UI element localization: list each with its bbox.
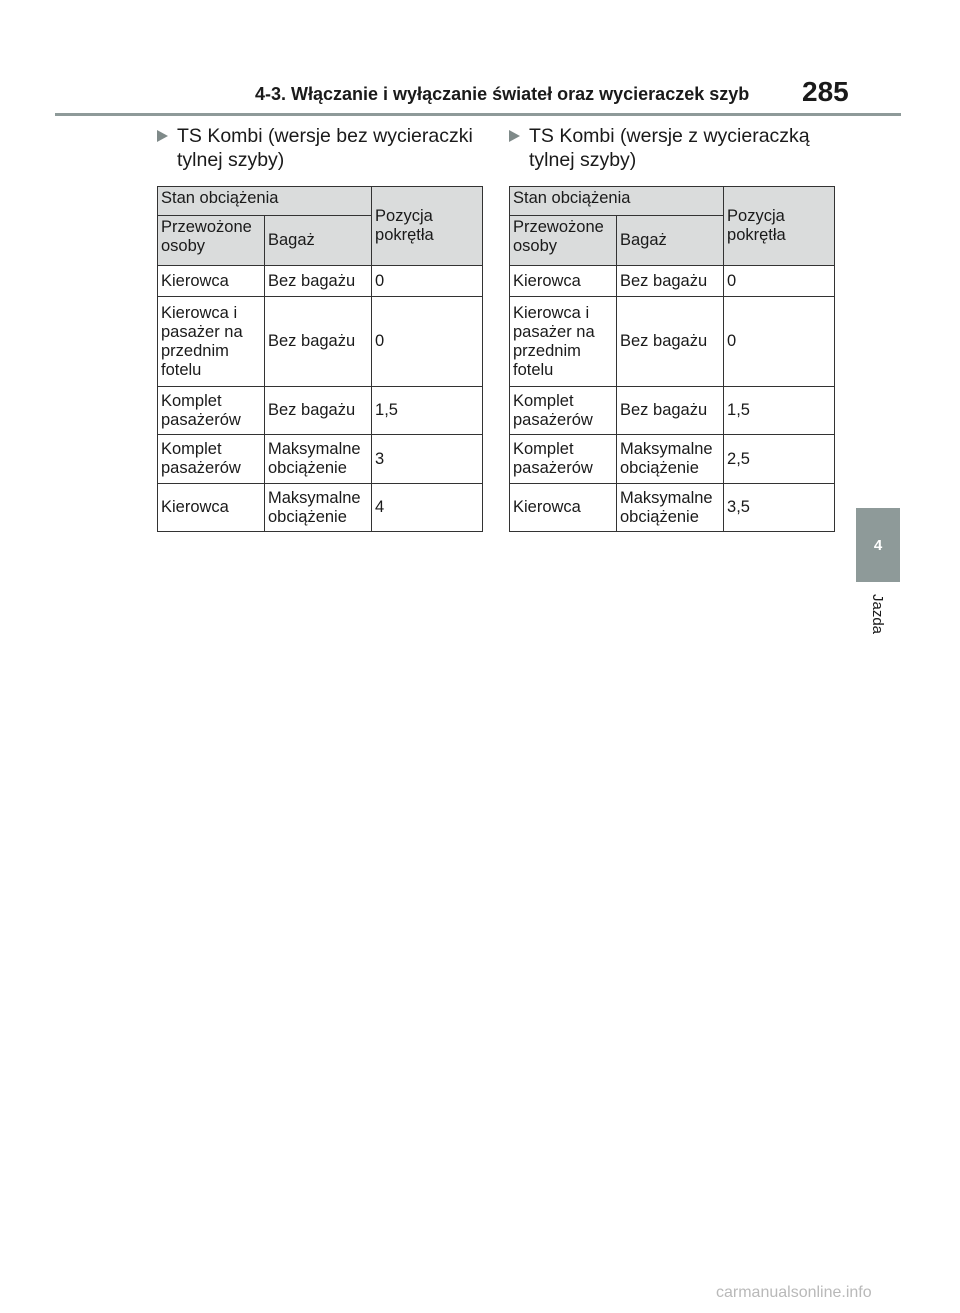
cell-luggage: Bez bagażu — [617, 297, 724, 387]
cell-position: 4 — [372, 484, 483, 532]
cell-position: 1,5 — [724, 387, 835, 435]
header-luggage: Bagaż — [265, 216, 372, 266]
section-with-rear-wiper — [509, 124, 834, 532]
triangle-bullet-icon — [157, 130, 168, 142]
section-heading-line2: tylnej szyby) — [529, 149, 637, 171]
chapter-tab-number: 4 — [873, 536, 883, 554]
cell-position: 0 — [372, 266, 483, 297]
cell-position: 0 — [372, 297, 483, 387]
load-table — [509, 186, 835, 532]
header-knob-position: Pozycja pokrętła — [724, 187, 835, 266]
table-row — [158, 266, 483, 297]
table-row — [158, 297, 483, 387]
watermark: carmanualsonline.info — [716, 1284, 872, 1301]
cell-position: 2,5 — [724, 435, 835, 484]
cell-passengers: Kierowca — [158, 266, 265, 297]
table-header-row — [510, 187, 835, 216]
header-load-state: Stan obciążenia — [510, 187, 724, 216]
cell-passengers: Kierowca — [510, 484, 617, 532]
header-knob-position: Pozycja pokrętła — [372, 187, 483, 266]
cell-passengers: Komplet pasażerów — [158, 435, 265, 484]
cell-luggage: Bez bagażu — [265, 297, 372, 387]
section-heading-line1: TS Kombi (wersje z wycieraczką — [529, 125, 810, 147]
section-heading-line1: TS Kombi (wersje bez wycieraczki — [177, 125, 473, 147]
cell-luggage: Maksymalne obciążenie — [617, 484, 724, 532]
section-without-rear-wiper — [157, 124, 482, 532]
cell-passengers: Kierowca — [510, 266, 617, 297]
cell-passengers: Komplet pasażerów — [510, 387, 617, 435]
cell-position: 3 — [372, 435, 483, 484]
page-number: 285 — [802, 76, 849, 107]
cell-passengers: Komplet pasażerów — [510, 435, 617, 484]
cell-passengers: Kierowca — [158, 484, 265, 532]
table-row — [510, 266, 835, 297]
cell-passengers: Komplet pasażerów — [158, 387, 265, 435]
chapter-tab[interactable] — [856, 508, 900, 582]
cell-position: 0 — [724, 266, 835, 297]
cell-luggage: Bez bagażu — [265, 266, 372, 297]
cell-position: 3,5 — [724, 484, 835, 532]
cell-luggage: Bez bagażu — [265, 387, 372, 435]
table-row — [510, 297, 835, 387]
page-header-title: 4-3. Włączanie i wyłączanie świateł oraz wycieraczek szyb — [255, 84, 750, 104]
cell-position: 0 — [724, 297, 835, 387]
cell-passengers: Kierowca i pasażer na przednim fotelu — [510, 297, 617, 387]
cell-passengers: Kierowca i pasażer na przednim fotelu — [158, 297, 265, 387]
table-row — [510, 435, 835, 484]
table-row — [510, 387, 835, 435]
table-row — [158, 435, 483, 484]
table-row — [158, 484, 483, 532]
triangle-bullet-icon — [509, 130, 520, 142]
table-row — [158, 387, 483, 435]
section-heading — [157, 124, 482, 186]
cell-luggage: Maksymalne obciążenie — [265, 435, 372, 484]
table-row — [510, 484, 835, 532]
section-heading-line2: tylnej szyby) — [177, 149, 285, 171]
table-header-row — [158, 187, 483, 216]
cell-luggage: Bez bagażu — [617, 387, 724, 435]
header-rule — [55, 113, 901, 116]
cell-luggage: Maksymalne obciążenie — [617, 435, 724, 484]
section-heading — [509, 124, 834, 186]
load-table — [157, 186, 483, 532]
header-passengers: Przewożone osoby — [158, 216, 265, 266]
cell-luggage: Bez bagażu — [617, 266, 724, 297]
cell-luggage: Maksymalne obciążenie — [265, 484, 372, 532]
cell-position: 1,5 — [372, 387, 483, 435]
header-passengers: Przewożone osoby — [510, 216, 617, 266]
chapter-tab-label: Jazda — [869, 594, 886, 635]
header-luggage: Bagaż — [617, 216, 724, 266]
header-load-state: Stan obciążenia — [158, 187, 372, 216]
